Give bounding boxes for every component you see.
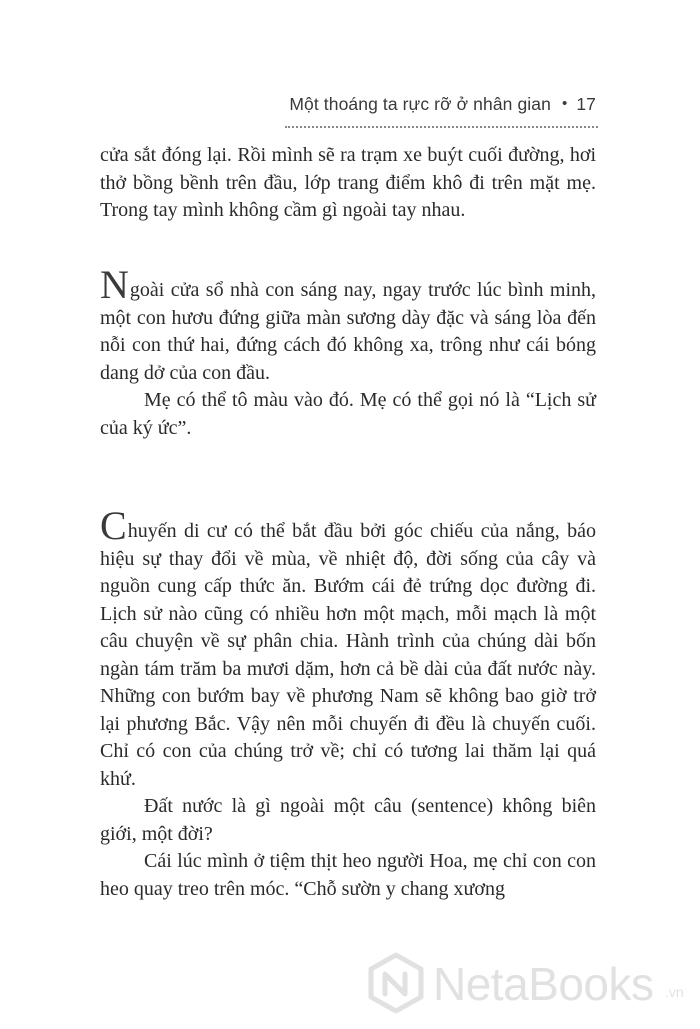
- netabooks-watermark: [365, 952, 695, 1016]
- text-section-3: [100, 503, 596, 903]
- paragraph: Mẹ có thể tô màu vào đó. Mẹ có thể gọi nó là “Lịch sử của ký ức”.: [100, 389, 596, 439]
- watermark-brand: NetaBooks: [433, 958, 654, 1010]
- paragraph: Cái lúc mình ở tiệm thịt heo người Hoa, mẹ chỉ con con heo quay treo trên móc. “Chỗ sườn y chang xương: [100, 850, 596, 900]
- drop-cap: N: [100, 262, 129, 307]
- paragraph: Đất nước là gì ngoài một câu (sentence) không biên giới, một đời?: [100, 795, 596, 845]
- paragraph: cửa sắt đóng lại. Rồi mình sẽ ra trạm xe buýt cuối đường, hơi thở bồng bềnh trên đầu, lớp trang điểm khô đi trên mặt mẹ. Trong tay mình không cầm gì ngoài tay nhau.: [100, 144, 596, 221]
- page-number: 17: [576, 94, 596, 114]
- text-section-2: [100, 262, 596, 442]
- chapter-title: Một thoáng ta rực rỡ ở nhân gian: [289, 94, 551, 114]
- watermark-domain-suffix: .vn: [665, 984, 684, 1000]
- netabooks-logo-icon: [365, 952, 427, 1014]
- paragraph-text: huyến di cư có thể bắt đầu bởi góc chiếu của nắng, báo hiệu sự thay đổi về mùa, về nhiệt độ, đời sống của cây và nguồn cung cấp thức ăn. Bướm cái đẻ trứng dọc đường đi. Lịch sử nào cũng có nhiều hơn một mạch, mỗi mạch là một câu chuyện về sự phân chia. Hành trình của chúng dài bốn ngàn tám trăm ba mươi dặm, hơn cả bề dài của đất nước này. Những con bướm bay về phương Nam sẽ không bao giờ trở lại phương Bắc. Vậy nên mỗi chuyến đi đều là chuyến cuối. Chỉ có con của chúng trở về; chỉ có tương lai thăm lại quá khứ.: [100, 520, 596, 790]
- paragraph-text: goài cửa sổ nhà con sáng nay, ngay trước lúc bình minh, một con hươu đứng giữa màn sương dày đặc và sáng lòa đến nỗi con thứ hai, đứng cách đó không xa, trông như cái bóng dang dở của con đầu.: [100, 279, 596, 384]
- running-header: [0, 94, 596, 115]
- header-bullet: •: [561, 95, 568, 112]
- drop-cap: C: [100, 503, 127, 548]
- text-section-1: [100, 142, 596, 225]
- header-dotted-rule: [285, 126, 598, 128]
- paragraph: [100, 262, 596, 387]
- paragraph: [100, 503, 596, 793]
